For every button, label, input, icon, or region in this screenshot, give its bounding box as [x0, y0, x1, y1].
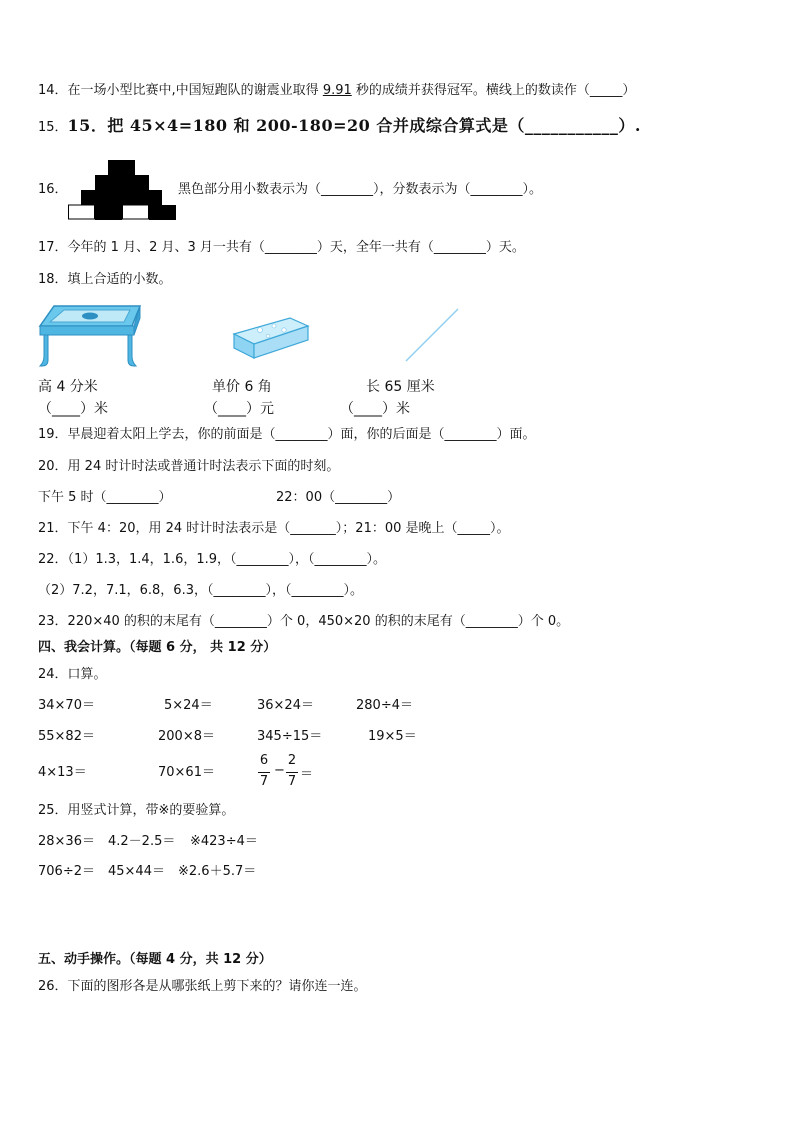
oral-calc-r2-c3: 345÷15＝	[257, 729, 323, 744]
vertical-calc-r1-c2: 4.2－2.5＝	[108, 834, 176, 849]
question-18: 18．填上合适的小数。	[38, 272, 172, 287]
q20-item-b: 22：00（________）	[276, 490, 401, 505]
vertical-calc-r1-c1: 28×36＝	[38, 834, 95, 849]
question-14	[38, 82, 635, 100]
question-15: 15．15．把 45×4=180 和 200-180=20 合并成综合算式是（___________）.	[38, 116, 641, 135]
q14-number: 9.91	[322, 83, 352, 98]
question-16-number: 16．	[38, 182, 68, 197]
question-22-part-1: 22．（1）1.3，1.4，1.6，1.9，（________），（________）。	[38, 552, 387, 567]
line-segment-figure	[402, 306, 462, 364]
oral-calc-r1-c1: 34×70＝	[38, 698, 95, 713]
question-23: 23．220×40 的积的末尾有（________）个 0，450×20 的积的末尾有（________）个 0。	[38, 614, 570, 629]
question-25: 25．用竖式计算，带※的要验算。	[38, 803, 235, 818]
q14-text-pre: 14．在一场小型比赛中,中国短跑队的谢震业取得	[38, 83, 323, 98]
table-figure	[36, 304, 144, 370]
fraction-2-numerator: 2	[287, 753, 297, 768]
q18-caption-1: 高 4 分米	[38, 379, 98, 395]
fraction-minus: −	[274, 763, 285, 778]
fraction-equals: ＝	[300, 767, 314, 782]
oral-calc-r2-c1: 55×82＝	[38, 729, 95, 744]
vertical-calc-r2-c3: ※2.6＋5.7＝	[178, 864, 257, 879]
vertical-calc-r2-c1: 706÷2＝	[38, 864, 95, 879]
block-pyramid-figure	[68, 160, 176, 220]
oral-calc-r1-c4: 280÷4＝	[356, 698, 413, 713]
q18-blank-1: （____）米	[38, 401, 108, 417]
oral-calc-r3-c2: 70×61＝	[158, 765, 215, 780]
question-19: 19．早晨迎着太阳上学去，你的前面是（________）面，你的后面是（________）面。	[38, 427, 536, 442]
oral-calc-r1-c3: 36×24＝	[257, 698, 314, 713]
q18-caption-3: 长 65 厘米	[366, 379, 435, 395]
question-24: 24．口算。	[38, 667, 107, 682]
oral-calc-r1-c2: 5×24＝	[164, 698, 213, 713]
section-5-title: 五、动手操作。（每题 4 分，共 12 分）	[38, 952, 272, 967]
fraction-1-denominator: 7	[259, 774, 269, 789]
question-16-text: 黑色部分用小数表示为（________），分数表示为（________）。	[178, 182, 543, 197]
q14-text-post: 秒的成绩并获得冠军。横线上的数读作（_____）	[351, 83, 636, 98]
fraction-1-numerator: 6	[259, 753, 269, 768]
oral-calc-r2-c2: 200×8＝	[158, 729, 215, 744]
question-26: 26．下面的图形各是从哪张纸上剪下来的？请你连一连。	[38, 979, 367, 994]
section-4-title: 四、我会计算。（每题 6 分， 共 12 分）	[38, 640, 277, 655]
fraction-2-denominator: 7	[287, 774, 297, 789]
vertical-calc-r2-c2: 45×44＝	[108, 864, 165, 879]
q20-item-a: 下午 5 时（________）	[38, 490, 172, 505]
oral-calc-r2-c4: 19×5＝	[368, 729, 417, 744]
question-22-part-2: （2）7.2，7.1，6.8，6.3，（________），（________）。	[38, 583, 363, 598]
fraction-1-bar	[258, 772, 270, 773]
q15-text: 15．把 45×4=180 和 200-180=20 合并成综合算式是（___________）.	[67, 116, 641, 135]
oral-calc-r3-c1: 4×13＝	[38, 765, 87, 780]
question-21: 21．下午 4：20，用 24 时计时法表示是（_______）；21：00 是晚上（_____）。	[38, 521, 510, 536]
eraser-figure	[230, 316, 312, 360]
question-17: 17．今年的 1 月、2 月、3 月一共有（________）天，全年一共有（________）天。	[38, 240, 525, 255]
question-20: 20．用 24 时计时法或普通计时法表示下面的时刻。	[38, 459, 340, 474]
fraction-2-bar	[286, 772, 298, 773]
q18-blank-3: （____）米	[340, 401, 410, 417]
q18-blank-2: （____）元	[204, 401, 274, 417]
q18-caption-2: 单价 6 角	[212, 379, 272, 395]
vertical-calc-r1-c3: ※423÷4＝	[190, 834, 258, 849]
